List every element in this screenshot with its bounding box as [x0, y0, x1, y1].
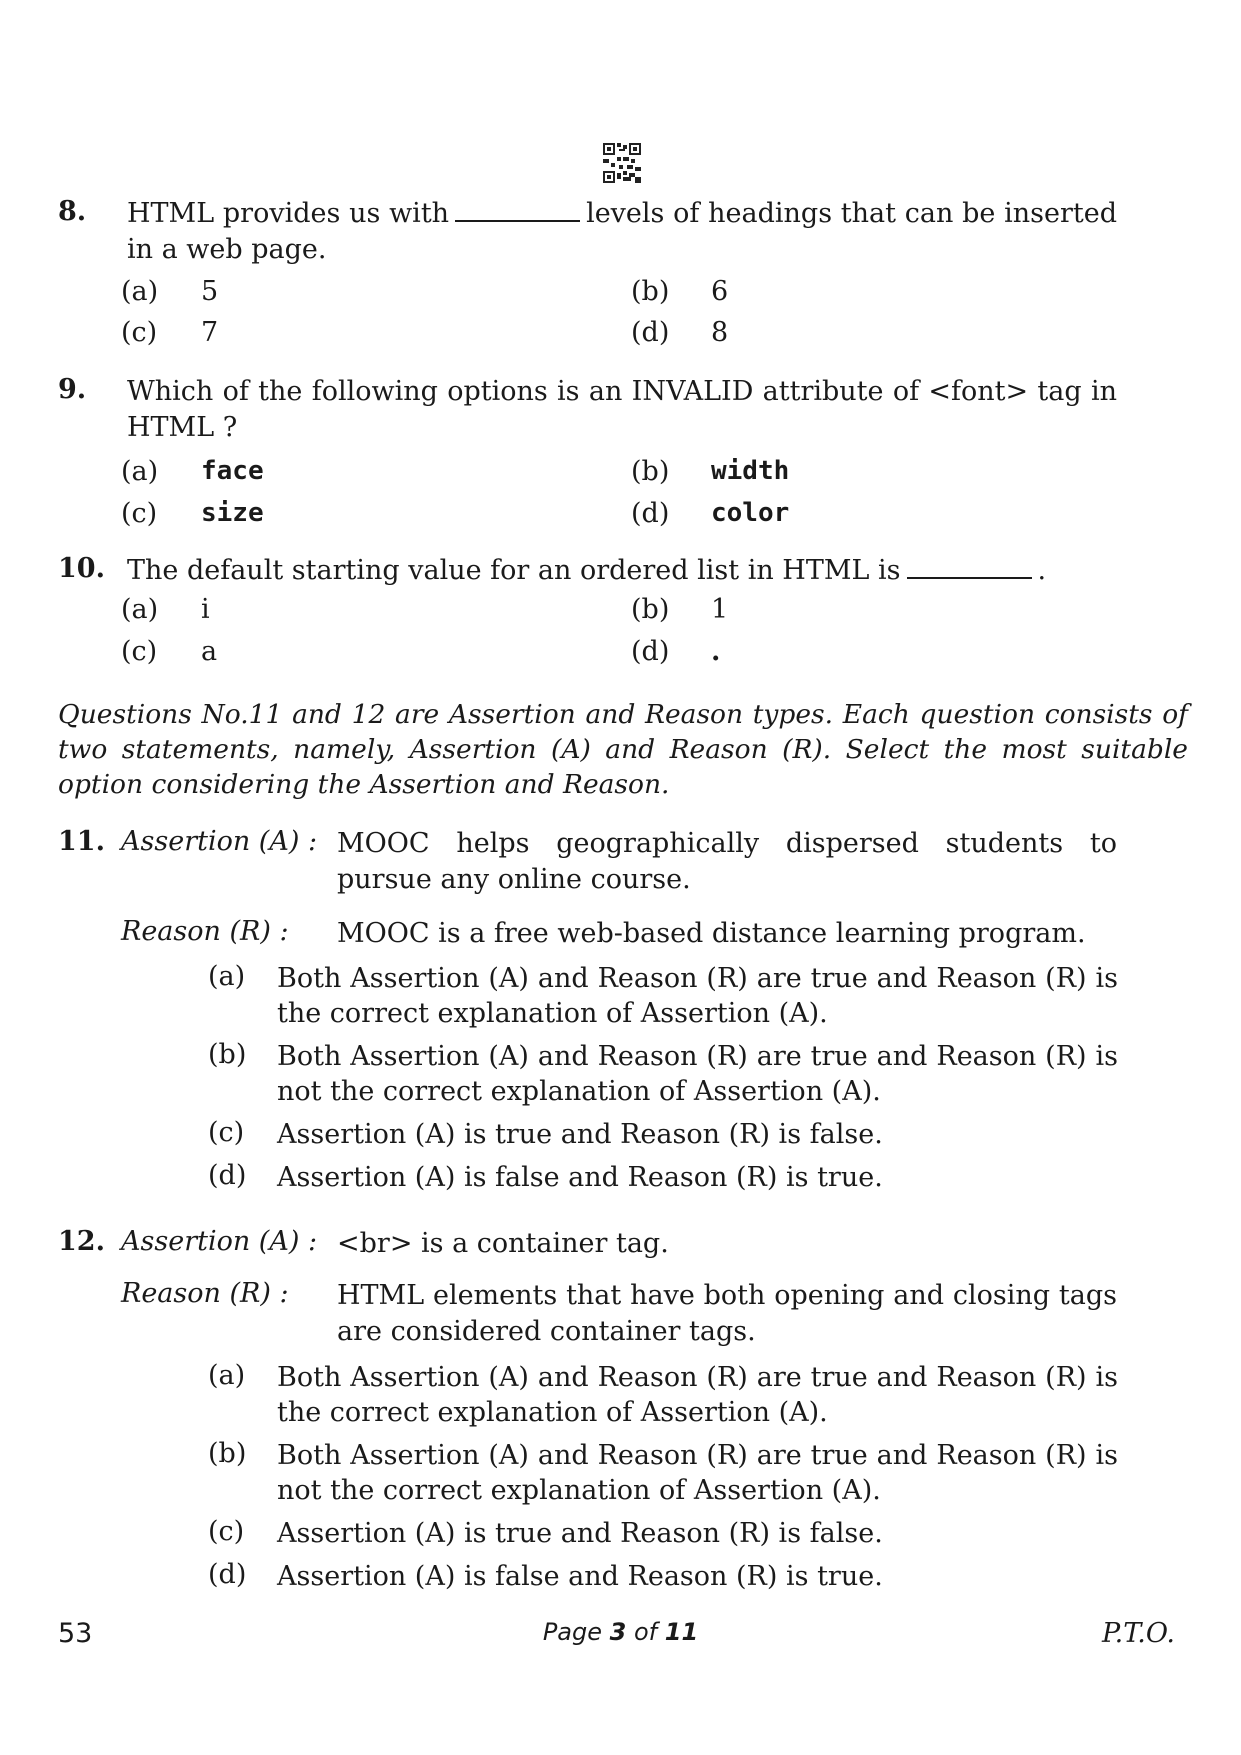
paper-code: 53: [58, 1618, 93, 1649]
question-number: 10.: [58, 553, 105, 584]
reason-label: Reason (R) :: [121, 1278, 289, 1309]
reason-text: HTML elements that have both opening and closing tags are considered container tags.: [337, 1280, 1117, 1347]
question-number: 9.: [58, 374, 87, 405]
question-text: Which of the following options is an INVALID attribute of <font> tag in HTML ?: [127, 376, 1117, 443]
assertion-text: <br> is a container tag.: [337, 1228, 669, 1259]
assertion-label: Assertion (A) :: [121, 826, 318, 857]
pto-label: P.T.O.: [1101, 1618, 1175, 1649]
assertion-text: MOOC helps geographically dispersed students to pursue any online course.: [337, 828, 1117, 895]
question-text: The default starting value for an ordered list in HTML is .: [127, 555, 1047, 586]
reason-label: Reason (R) :: [121, 916, 289, 947]
reason-text: MOOC is a free web-based distance learning program.: [337, 918, 1086, 949]
section-instructions: Questions No.11 and 12 are Assertion and Reason types. Each question consists of two statements, namely, Assertion (A) and Reason (R). Select the most suitable option considering the Assertion and Reason.: [58, 699, 1188, 800]
answer-blank: [455, 200, 580, 222]
assertion-label: Assertion (A) :: [121, 1226, 318, 1257]
answer-blank: [907, 557, 1032, 579]
question-number: 8.: [58, 196, 87, 227]
page-number: Page 3 of 11: [542, 1618, 699, 1646]
exam-page: 8. HTML provides us with levels of headings that can be inserted in a web page. (a) 5 (b) 6 (c) 7 (d) 8 9. Which of the following options is an INVALID attribute of <font> tag in HTML ? (a) face (b) width (c) size (d) color 10. The default starting value for an ordered list in HTML is . (a) i (b) 1 (c) a (d) . Questions No.11 and 12 are Assertion and Reason types. Each question consists of two statements, namely, Assertion (A) and Reason (R). Select the most suitable option considering the Assertion and Reason. 11. Assertion (A) : MOOC helps geographically dispersed students to pursue any online course. Reason (R) : MOOC is a free web-based distance learning program. (a) Both Assertion (A) and Reason (R) are true and Reason (R) is the correct explanation of Assertion (A). (b) Both Assertion (A) and Reason (R) are true and Reason (R) is not the correct explanation of Assertion (A). (c) Assertion (A) is true and Reason (R) is false. (d) Assertion (A) is false and Reason (R) is true. 12. Assertion (A) : <br> is a container tag. Reason (R) : HTML elements that have both opening and closing tags are considered container tags. (a) Both Assertion (A) and Reason (R) are true and Reason (R) is the correct explanation of Assertion (A). (b) Both Assertion (A) and Reason (R) are true and Reason (R) is not the correct explanation of Assertion (A). (c) Assertion (A) is true and Reason (R) is false. (d) Assertion (A) is false and Reason (R) is true. 53 Page 3 of 11 P.T.O.: [0, 0, 1241, 1755]
qr-code-icon: [603, 143, 641, 183]
question-number: 12.: [58, 1226, 105, 1257]
question-text: HTML provides us with levels of headings that can be inserted in a web page.: [127, 198, 1117, 265]
question-number: 11.: [58, 826, 105, 857]
